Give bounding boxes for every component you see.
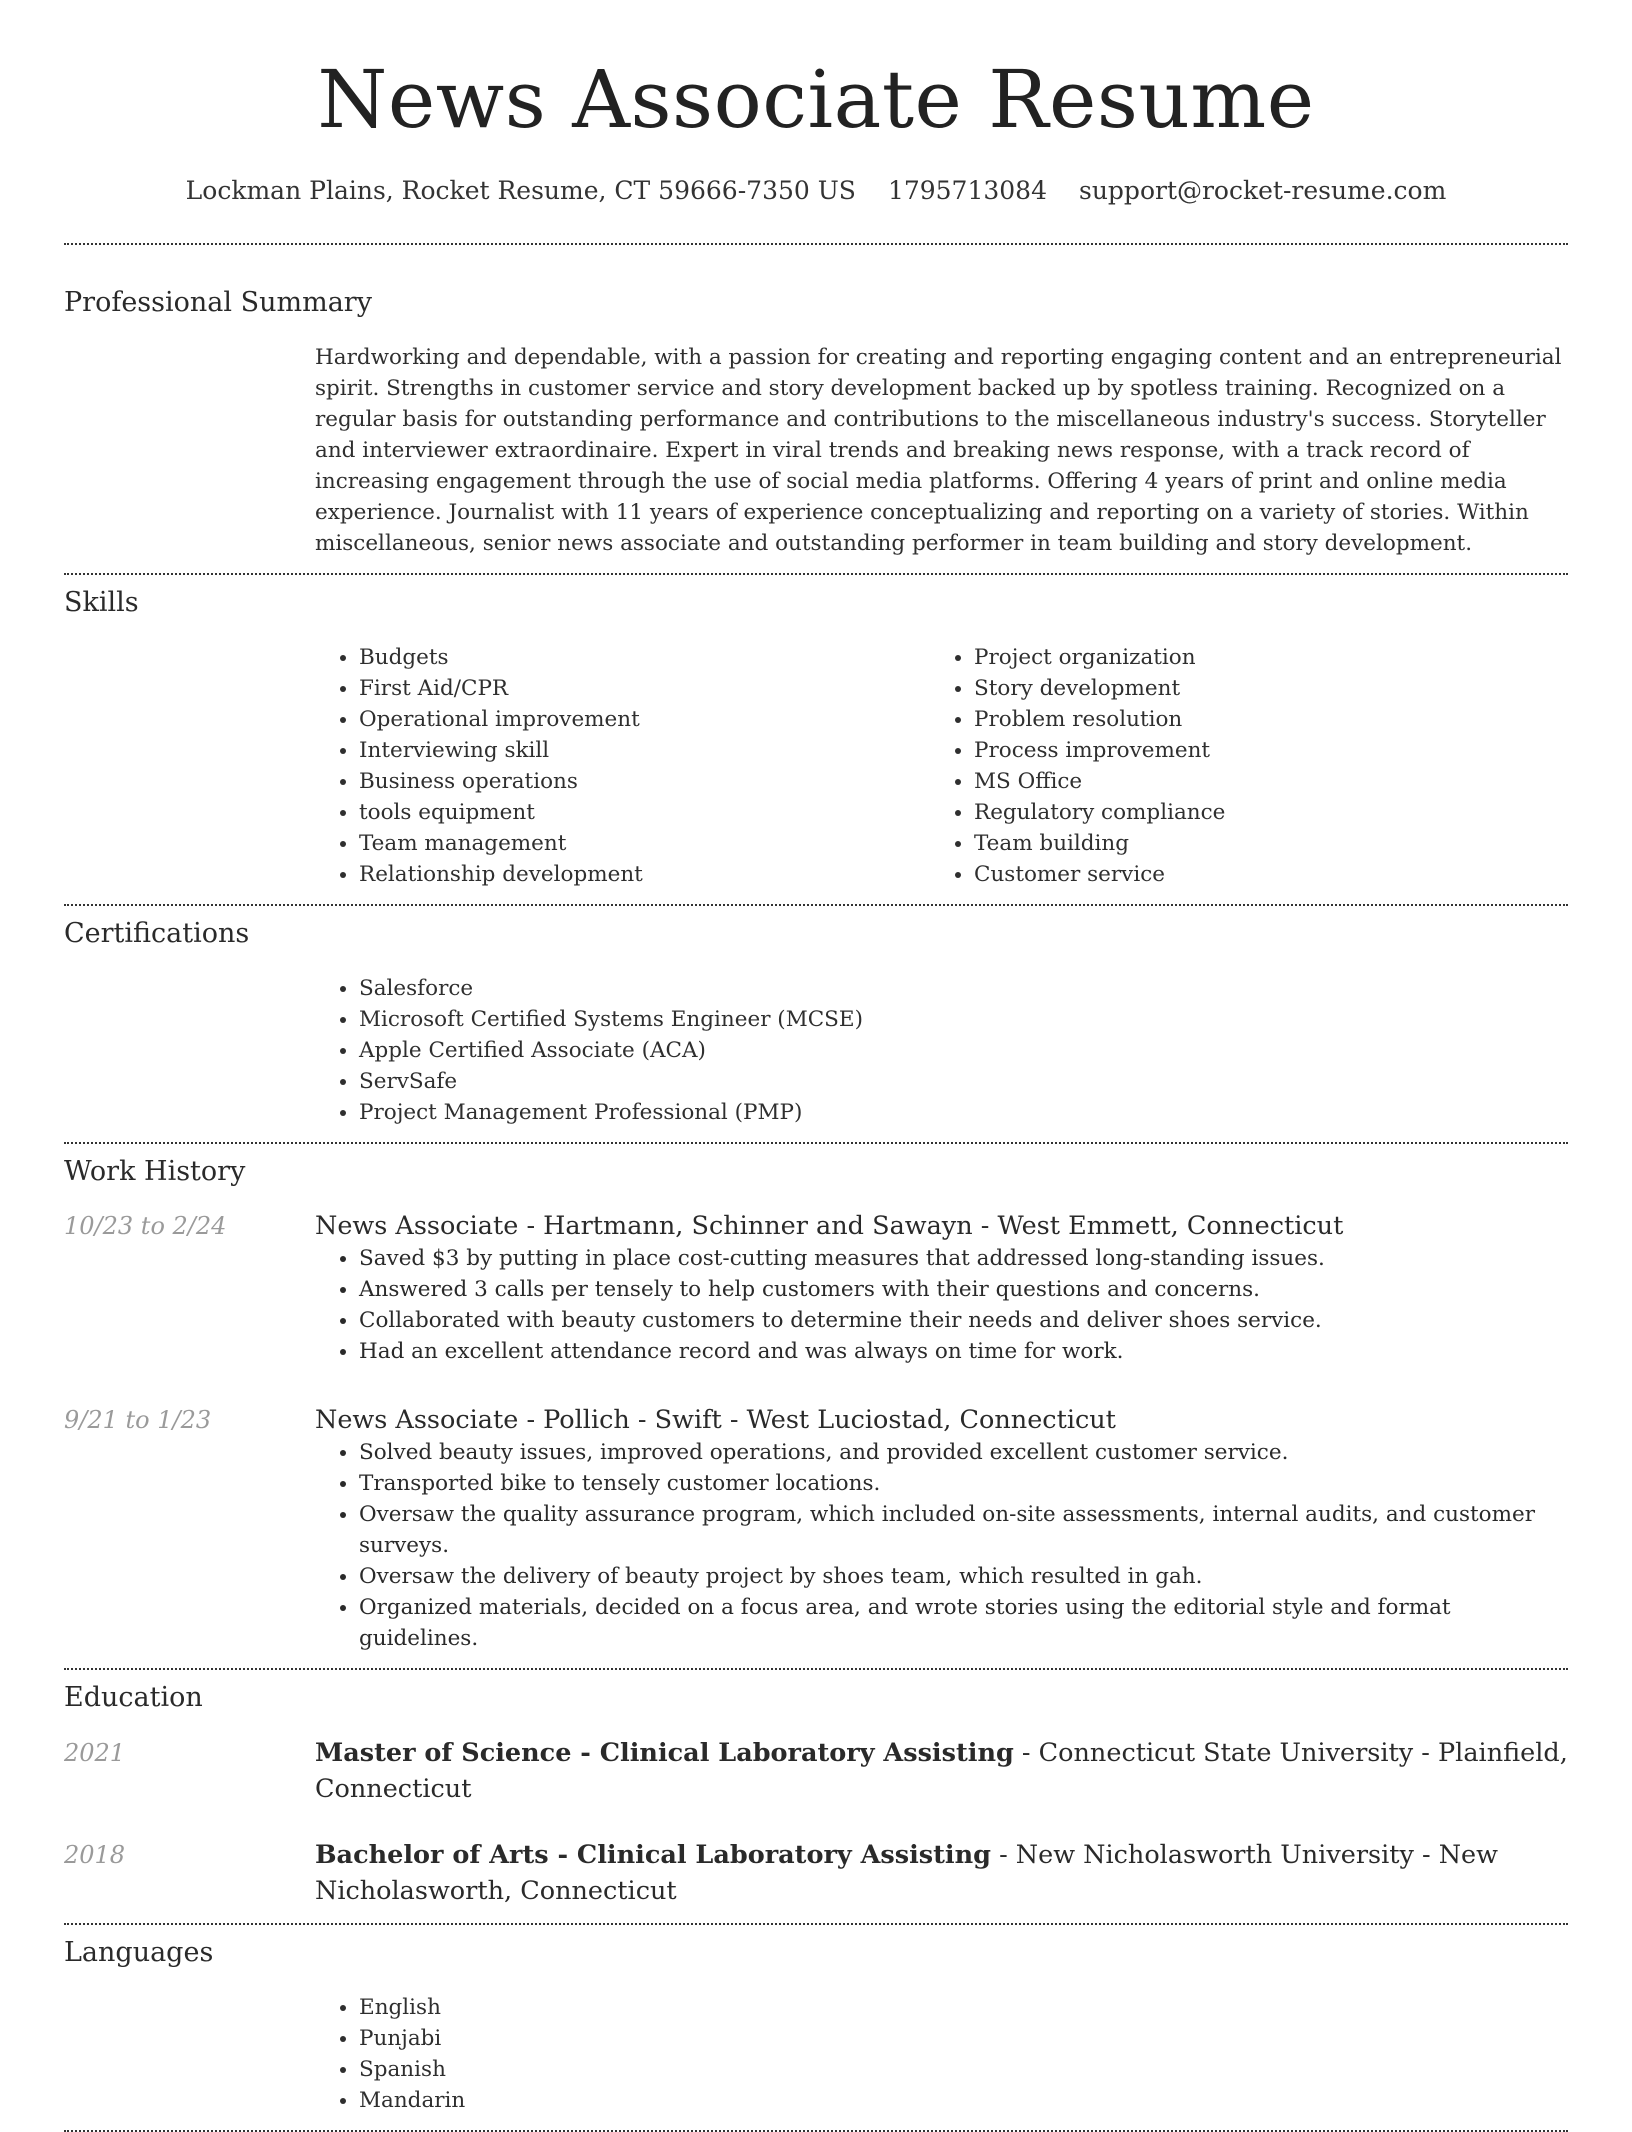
- job-dates: 9/21 to 1/23: [64, 1406, 212, 1434]
- list-item: • Story development: [974, 673, 1545, 704]
- skills-content: [315, 618, 1568, 904]
- list-item: • Transported bike to tensely customer locations.: [359, 1468, 1568, 1499]
- list-item: • Solved beauty issues, improved operations, and provided excellent customer service.: [359, 1437, 1568, 1468]
- job-dates: 10/23 to 2/24: [64, 1212, 227, 1240]
- list-item: • Had an excellent attendance record and was always on time for work.: [359, 1336, 1568, 1367]
- skills-section: [64, 575, 1568, 904]
- job-title: News Associate - Hartmann, Schinner and Sawayn - West Emmett, Connecticut: [315, 1211, 1344, 1241]
- list-item: • Answered 3 calls per tensely to help customers with their questions and concerns.: [359, 1274, 1568, 1305]
- certifications-list: [315, 973, 1568, 1128]
- list-item: • First Aid/CPR: [359, 673, 930, 704]
- list-item: • ServSafe: [359, 1066, 1568, 1097]
- section-title-education: Education: [64, 1682, 203, 1713]
- list-item: • Operational improvement: [359, 704, 930, 735]
- education-year: 2018: [64, 1841, 126, 1869]
- section-title-skills: Skills: [64, 587, 139, 618]
- education-school: - New Nicholasworth University - New Nicholasworth, Connecticut: [315, 1840, 1498, 1906]
- contact-address: Lockman Plains, Rocket Resume, CT 59666-7350 US: [185, 176, 856, 205]
- list-item: • Saved $3 by putting in place cost-cutting measures that addressed long-standing issues.: [359, 1243, 1568, 1274]
- list-item: • English: [359, 1992, 1568, 2023]
- section-title-work: Work History: [64, 1156, 246, 1187]
- education-entry: [64, 1837, 1568, 1909]
- skills-column-right: [930, 642, 1545, 890]
- list-item: • Business operations: [359, 766, 930, 797]
- list-item: • Interviewing skill: [359, 735, 930, 766]
- skills-column-left: [315, 642, 930, 890]
- languages-list-wrap: [315, 1968, 1568, 2130]
- section-title-languages: Languages: [64, 1937, 214, 1968]
- list-item: • Punjabi: [359, 2023, 1568, 2054]
- list-item: • Spanish: [359, 2054, 1568, 2085]
- list-item: • tools equipment: [359, 797, 930, 828]
- resume-header: [64, 0, 1568, 205]
- list-item: • Problem resolution: [974, 704, 1545, 735]
- list-item: • Apple Certified Associate (ACA): [359, 1035, 1568, 1066]
- contact-phone: 1795713084: [887, 176, 1047, 205]
- education-entry: [64, 1735, 1568, 1807]
- list-item: • Relationship development: [359, 859, 930, 890]
- job-main: [315, 1209, 1568, 1367]
- list-item: • Oversaw the quality assurance program, which included on-site assessments, internal audits, and customer surveys.: [359, 1499, 1568, 1561]
- summary-section: [64, 245, 1568, 573]
- certifications-list-wrap: [315, 949, 1568, 1142]
- job-title: News Associate - Pollich - Swift - West Luciostad, Connecticut: [315, 1405, 1116, 1435]
- work-history-section: [64, 1144, 1568, 1668]
- skills-list-right: [930, 642, 1545, 890]
- list-item: • Salesforce: [359, 973, 1568, 1004]
- education-text: [315, 1735, 1568, 1807]
- education-degree: Master of Science - Clinical Laboratory Assisting: [315, 1738, 1014, 1768]
- job-main: [315, 1403, 1568, 1668]
- certifications-content: [315, 949, 1568, 1142]
- languages-list: [315, 1992, 1568, 2116]
- section-title-certifications: Certifications: [64, 918, 250, 949]
- list-item: • Collaborated with beauty customers to determine their needs and deliver shoes service.: [359, 1305, 1568, 1336]
- list-item: • Customer service: [974, 859, 1545, 890]
- list-item: • Team management: [359, 828, 930, 859]
- languages-content: [315, 1968, 1568, 2130]
- skills-grid: [315, 618, 1568, 904]
- list-item: • Organized materials, decided on a focus area, and wrote stories using the editorial style and format guidelines.: [359, 1592, 1568, 1654]
- education-degree: Bachelor of Arts - Clinical Laboratory Assisting: [315, 1840, 991, 1870]
- page-title: News Associate Resume: [317, 53, 1315, 146]
- summary-text: Hardworking and dependable, with a passion for creating and reporting engaging content and an entrepreneurial spirit. Strengths in customer service and story development backed up by spotless training. Recognized on a regular basis for outstanding performance and contributions to the miscellaneous industry's success. Storyteller and interviewer extraordinaire. Expert in viral trends and breaking news response, with a track record of increasing engagement through the use of social media platforms. Offering 4 years of print and online media experience. Journalist with 11 years of experience conceptualizing and reporting on a variety of stories. Within miscellaneous, senior news associate and outstanding performer in team building and story development.: [315, 345, 1562, 556]
- list-item: • Oversaw the delivery of beauty project by shoes team, which resulted in gah.: [359, 1561, 1568, 1592]
- job-bullets: [315, 1243, 1568, 1367]
- skills-list-left: [315, 642, 930, 890]
- list-item: • Mandarin: [359, 2085, 1568, 2116]
- list-item: • Process improvement: [974, 735, 1545, 766]
- list-item: • Team building: [974, 828, 1545, 859]
- job-entry: [64, 1209, 1568, 1367]
- list-item: • Microsoft Certified Systems Engineer (MCSE): [359, 1004, 1568, 1035]
- list-item: • Budgets: [359, 642, 930, 673]
- education-year: 2021: [64, 1739, 126, 1767]
- list-item: • Project organization: [974, 642, 1545, 673]
- section-title-summary: Professional Summary: [64, 287, 372, 318]
- contact-email: support@rocket-resume.com: [1079, 176, 1447, 205]
- contact-line: [64, 176, 1568, 205]
- certifications-section: [64, 906, 1568, 1142]
- languages-section: [64, 1925, 1568, 2130]
- summary-content: [315, 318, 1568, 573]
- list-item: • Regulatory compliance: [974, 797, 1545, 828]
- job-bullets: [315, 1437, 1568, 1654]
- list-item: • Project Management Professional (PMP): [359, 1097, 1568, 1128]
- education-text: [315, 1837, 1568, 1909]
- education-section: [64, 1670, 1568, 1909]
- education-school: - Connecticut State University - Plainfield, Connecticut: [315, 1738, 1568, 1804]
- list-item: • MS Office: [974, 766, 1545, 797]
- job-entry: [64, 1403, 1568, 1668]
